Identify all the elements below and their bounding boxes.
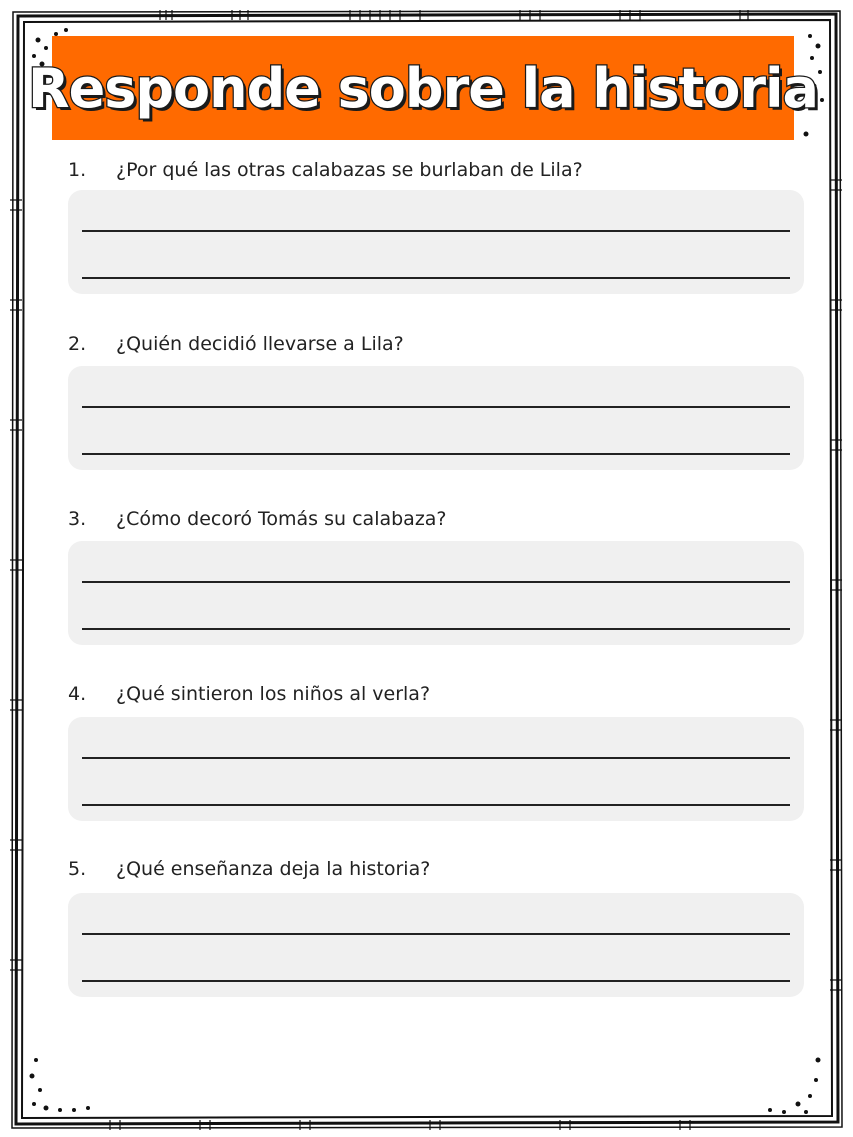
question-number: 3. [68,508,87,530]
title-banner [28,36,818,140]
question-number: 5. [68,858,87,880]
question-3 [68,499,808,539]
answer-line [82,277,790,279]
question-text: ¿Por qué las otras calabazas se burlaban de Lila? [116,159,583,181]
answer-line [82,757,790,759]
question-text: ¿Qué enseñanza deja la historia? [116,858,431,880]
question-text: ¿Quién decidió llevarse a Lila? [116,333,404,355]
question-text: ¿Qué sintieron los niños al verla? [116,683,431,705]
question-number: 1. [68,159,87,181]
answer-line [82,406,790,408]
answer-line [82,980,790,982]
answer-box-4[interactable] [68,717,804,821]
question-5 [68,849,808,889]
answer-line [82,933,790,935]
answer-line [82,581,790,583]
answer-line [82,453,790,455]
question-text: ¿Cómo decoró Tomás su calabaza? [116,508,447,530]
question-2 [68,324,808,364]
page-title: Responde sobre la historia [28,56,818,120]
question-4 [68,674,808,714]
answer-box-2[interactable] [68,366,804,470]
answer-box-3[interactable] [68,541,804,645]
answer-box-5[interactable] [68,893,804,997]
answer-box-1[interactable] [68,190,804,294]
question-number: 2. [68,333,87,355]
question-number: 4. [68,683,87,705]
answer-line [82,628,790,630]
answer-line [82,804,790,806]
answer-line [82,230,790,232]
question-1 [68,150,808,190]
